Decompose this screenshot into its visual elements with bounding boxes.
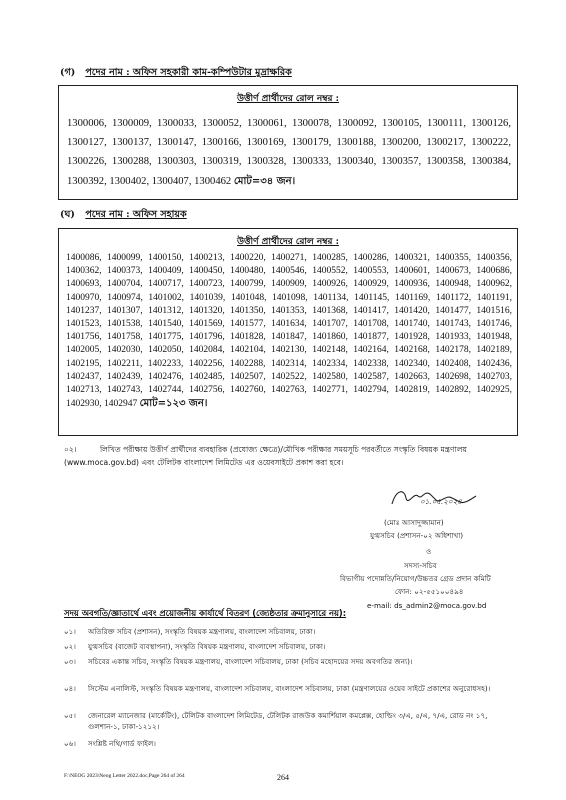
page-number: 264 [277,773,289,782]
distribution-item: ০৬। সংশ্লিষ্ট নথি/গার্ড ফাইল। [64,739,156,748]
signatory-role: সদস্য-সচিব [404,561,437,570]
section-gh-roll-box [58,228,518,436]
distribution-item: ০৩। সচিবের একান্ত সচিব, সংস্কৃতি বিষয়ক মন্ত্রণালয়, বাংলাদেশ সচিবালয়, ঢাকা (সচিব মহোদয়ের সদয় অবগতির জন্য)। [64,657,413,666]
section-g-roll-box [58,85,518,200]
section-g-roll-numbers: 1300006, 1300009, 1300033, 1300052, 1300061, 1300078, 1300092, 1300105, 1300111, 1300126, 1300127, 1300137, 1300147, 1300166, 1300169, 1300179, 1300188, 1300200, 1300217, 1300222, 1300226, 1300288, 1300303, 1300319, 1300328, 1300333, 1300340, 1300357, 1300358, 1300384, 1300392, 1300402, 1300407, 1300462 মোট=৩৪ জন। [67,118,511,187]
contact-phone: ফোন: ০২-৫৫১০০৪৯৪ [395,587,464,596]
section-g-box-heading: উত্তীর্ণ প্রার্থীদের রোল নম্বর : [237,94,339,104]
section-gh-heading [60,208,187,223]
signatory-name: (মোঃ আসাদুজ্জামান) [384,518,444,527]
distribution-item: ০১। অতিরিক্ত সচিব (প্রশাসন), সংস্কৃতি বিষয়ক মন্ত্রণালয়, বাংলাদেশ সচিবালয়, ঢাকা। [64,627,316,636]
section-g-total: মোট=৩৪ জন। [233,175,296,187]
section-gh-label: (ঘ) [60,209,75,220]
distribution-item: ০৫। জেনারেল ম্যানেজার (মার্কেটিং), টেলিটক বাংলাদেশ লিমিটেড, টেলিটক রাজউক কমার্শিয়াল কমপ্লেক্স, হোল্ডিং ৩/এ, ৫/এ, ৭/এ, রোড নং ১৭, গুলশান-১, ঢাকা-১২১২। [64,711,488,731]
section-g-title: পদের নাম : অফিস সহকারী কাম-কম্পিউটার মুদ্রাক্ষরিক [85,67,292,78]
section-g-heading [60,66,292,81]
signature-date: ০১.০৫.২০২৪ [420,497,462,506]
notice-paragraph [64,443,516,469]
section-gh-box-heading: উত্তীর্ণ প্রার্থীদের রোল নম্বর : [237,237,339,247]
section-gh-roll-numbers: 1400086, 1400099, 1400150, 1400213, 1400220, 1400271, 1400285, 1400286, 1400321, 1400355, 1400356, 1400362, 1400373, 1400409, 1400450, 1400480, 1400546, 1400552, 1400553, 1400601, 1400673, 1400686, 1400693, 1400704, 1400717, 1400723, 1400799, 1400909, 1400926, 1400929, 1400936, 1400948, 1400962, 1400970, 1400974, 1401002, 1401039, 1401048, 1401098, 1401134, 1401145, 1401169, 1401172, 1401191, 1401237, 1401307, 1401312, 1401320, 1401350, 1401353, 1401368, 1401417, 1401420, 1401477, 1401516, 1401523, 1401538, 1401540, 1401569, 1401577, 1401634, 1401707, 1401708, 1401740, 1401743, 1401746, 1401756, 1401758, 1401775, 1401796, 1401828, 1401847, 1401860, 1401877, 1401928, 1401933, 1401948, 1402005, 1402030, 1402050, 1402084, 1402104, 1402130, 1402148, 1402164, 1402168, 1402178, 1402189, 1402195, 1402211, 1402233, 1402256, 1402288, 1402314, 1402334, 1402338, 1402340, 1402408, 1402436, 1402437, 1402439, 1402476, 1402485, 1402507, 1402522, 1402580, 1402587, 1402663, 1402698, 1402703, 1402713, 1402743, 1402744, 1402756, 1402760, 1402763, 1402771, 1402794, 1402819, 1402892, 1402925, 1402930, 1402947 মোট=১২৩ জন। [66,253,512,410]
distribution-item: ০৪। সিস্টেম এনালিস্ট, সংস্কৃতি বিষয়ক মন্ত্রণালয়, বাংলাদেশ সচিবালয়, বাংলাদেশ সচিবালয়, ঢাকা (মন্ত্রণালয়ের ওয়েব সাইটে প্রকাশের অনুরোধসহ)। [64,684,491,693]
signature-conjunction: ও [426,547,432,556]
distribution-heading: সদয় অবগতি/জ্ঞাতার্থে এবং প্রয়োজনীয় কার্যার্থে বিতরণ (জ্যেষ্ঠতার ক্রমানুসারে নয়): [64,608,347,618]
section-gh-title: পদের নাম : অফিস সহায়ক [85,209,187,220]
signatory-designation: যুগ্মসচিব (প্রশাসন-০২ অধিশাখা) [370,531,464,540]
paragraph-number: ০২। [64,445,77,454]
section-g-label: (গ) [60,67,76,78]
file-path-footer: F:\NEOG 2023\Neog Letter 2022.doc,Page 264 of 264 [64,773,185,779]
committee-name: বিভাগীয় পদোন্নতি/নিয়োগ/উচ্চতর গ্রেড প্রদান কমিটি [340,574,491,583]
section-gh-total: মোট=১২৩ জন। [139,398,208,410]
paragraph-text: লিখিত পরীক্ষায় উত্তীর্ণ প্রার্থীদের ব্যবহারিক (প্রযোজ্য ক্ষেত্রে)/মৌখিক পরীক্ষার সময়সূচি পরবর্তীতে সংস্কৃতি বিষয়ক মন্ত্রণালয় (www.moca.gov.bd) এবং টেলিটক বাংলাদেশ লিমিটেড এর ওয়েবসাইটে প্রকাশ করা হবে। [64,445,467,467]
distribution-item: ০২। যুগ্মসচিব (বাজেট ব্যবস্থাপনা), সংস্কৃতি বিষয়ক মন্ত্রণালয়, বাংলাদেশ সচিবালয়, ঢাকা। [64,642,326,651]
contact-email: e-mail: ds_admin2@moca.gov.bd [367,601,487,610]
